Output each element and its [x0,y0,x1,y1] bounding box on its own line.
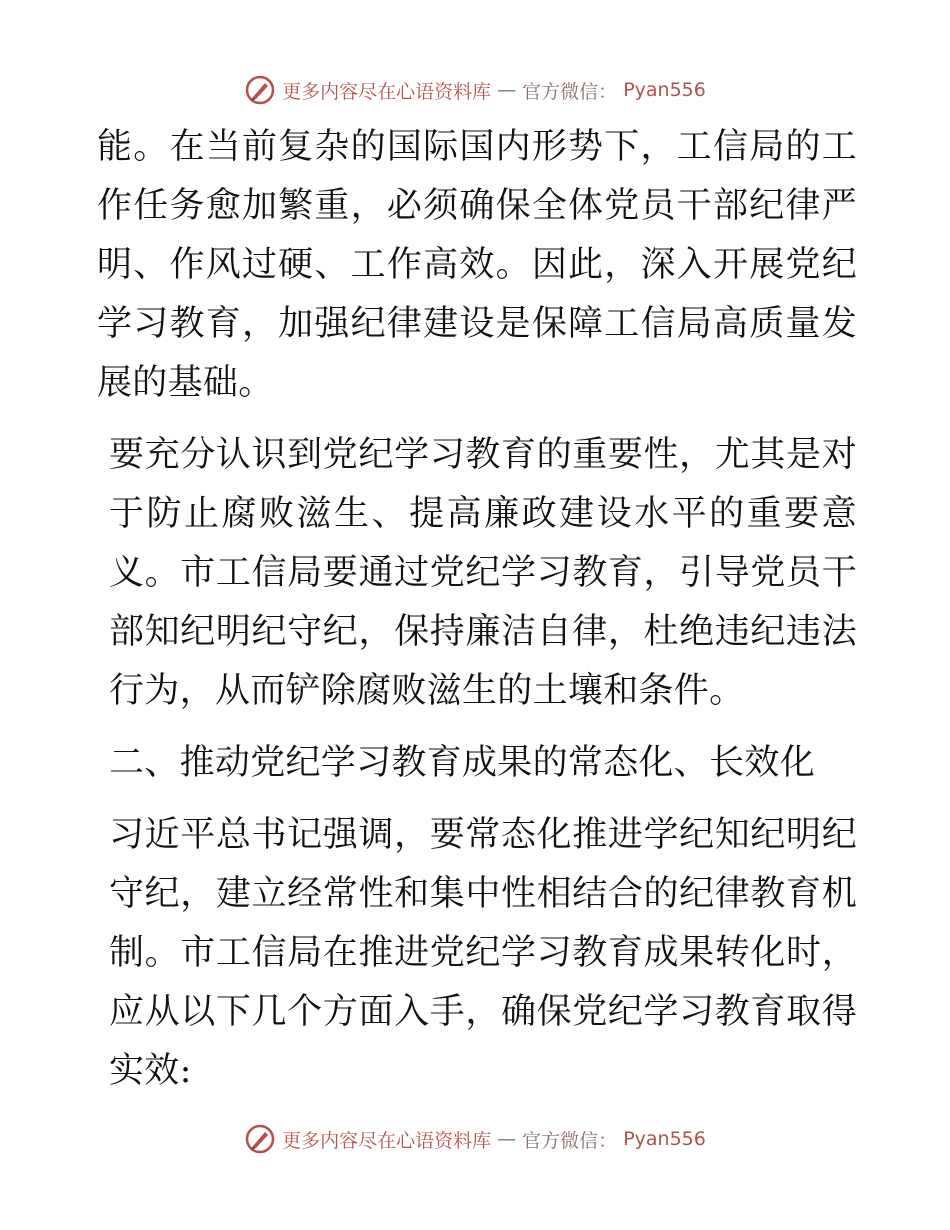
paragraph-continuation: 能。在当前复杂的国际国内形势下，工信局的工作任务愈加繁重，必须确保全体党员干部纪律严明、作风过硬、工作高效。因此，深入开展党纪学习教育，加强纪律建设是保障工信局高质量发展的基础。 [97,127,857,403]
section-heading-two: 二、推动党纪学习教育成果的常态化、长效化 [109,743,816,783]
banner-text: 更多内容尽在心语资料库 [282,1129,492,1152]
paragraph-importance: 要充分认识到党纪学习教育的重要性，尤其是对于防止腐败滋生、提高廉政建设水平的重要意义。市工信局要通过党纪学习教育，引导党员干部知纪明纪守纪，保持廉洁自律，杜绝违纪违法行为，从而铲除腐败滋生的土壤和条件。 [109,435,857,711]
banner-separator: — [497,79,517,101]
banner-text: 更多内容尽在心语资料库 [282,80,492,103]
pen-logo-icon [244,74,276,106]
banner-wechat-id: Pyan556 [623,79,706,101]
document-body [97,118,857,1101]
banner-wechat-label: 官方微信： [522,1129,618,1152]
banner-wechat-label: 官方微信： [522,80,618,103]
paragraph-xi-emphasis: 习近平总书记强调，要常态化推进学纪知纪明纪守纪，建立经常性和集中性相结合的纪律教育机制。市工信局在推进党纪学习教育成果转化时，应从以下几个方面入手，确保党纪学习教育取得实效: [109,815,857,1091]
footer-watermark-banner [0,1119,950,1159]
banner-wechat-id: Pyan556 [623,1128,706,1150]
banner-separator: — [497,1128,517,1150]
header-watermark-banner [0,70,950,110]
pen-logo-icon [244,1123,276,1155]
